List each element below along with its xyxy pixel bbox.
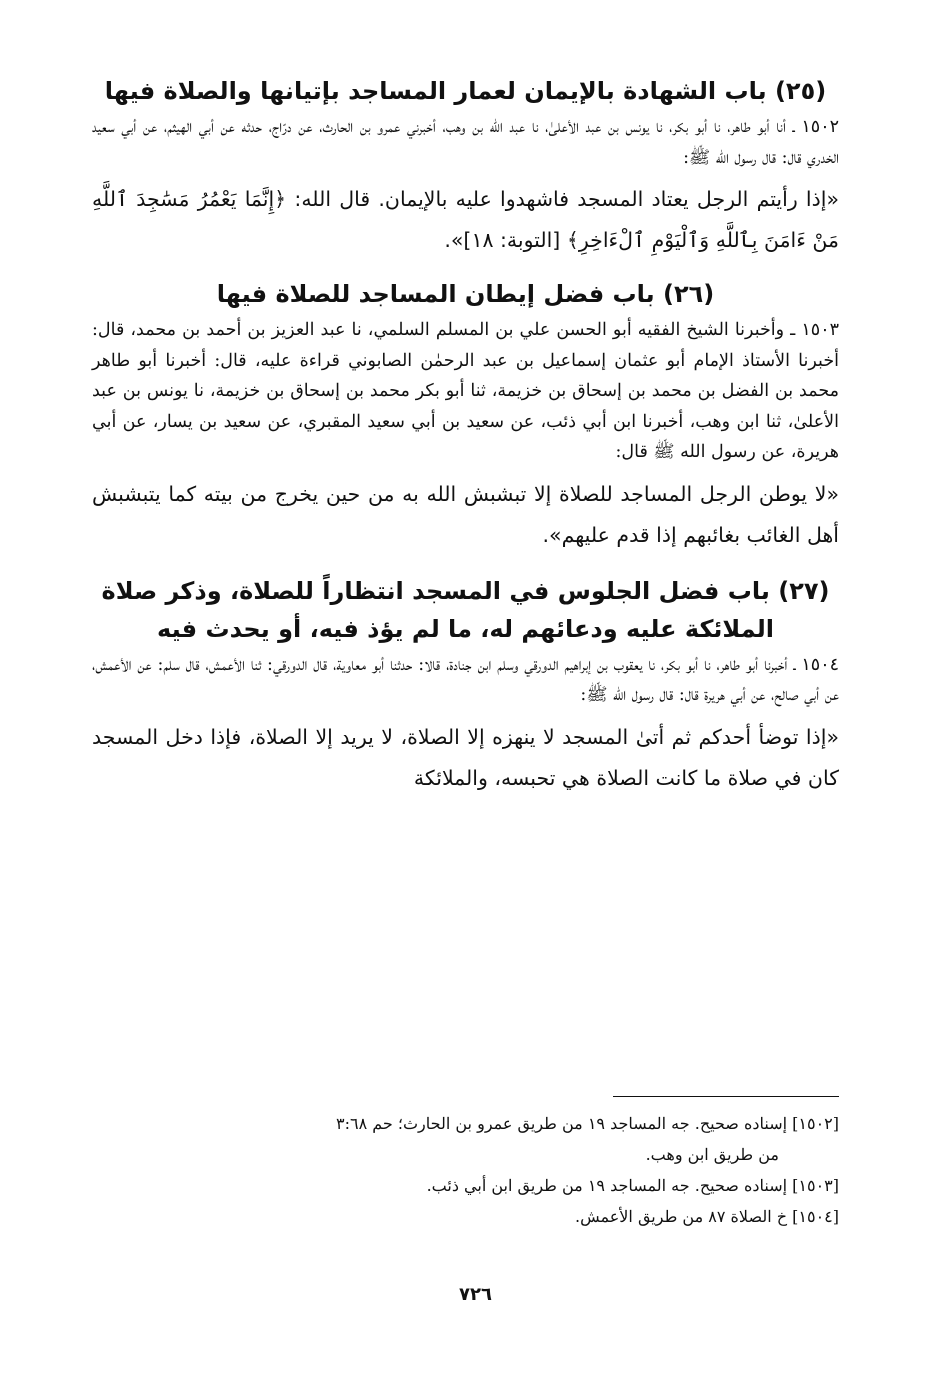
footnote-divider <box>613 1096 839 1097</box>
footnote-1502-continuation: من طريق ابن وهب. <box>645 1145 779 1164</box>
hadith-1502-isnad: ١٥٠٢ ـ أنا أبو طاهر، نا أبو بكر، نا يونس بن عبد الأعلىٰ، نا عبد الله بن وهب، أخبرني عمرو بن الحارث، عن درّاج، حدثه عن أبي الهيثم، عن أبي سعيد الخدري قال: قال رسول الله ﷺ: <box>92 117 839 168</box>
hadith-1504-isnad: ١٥٠٤ ـ أخبرنا أبو طاهر، نا أبو بكر، نا يعقوب بن إبراهيم الدورقي وسلم ابن جنادة، قالا: حدثنا أبو معاوية، قال الدورقي: ثنا الأعمش، قال سلم: عن الأعمش، عن أبي صالح، عن أبي هريرة قال: قال رسول الله ﷺ: <box>92 654 839 705</box>
hadith-1503-isnad: ١٥٠٣ ـ وأخبرنا الشيخ الفقيه أبو الحسن علي بن المسلم السلمي، نا عبد العزيز بن أحمد بن محمد، قال: أخبرنا الأستاذ الإمام أبو عثمان إسماعيل بن عبد الرحمٰن الصابوني قراءة عليه، قال: أخبرنا أبو طاهر محمد بن الفضل بن محمد بن إسحاق بن خزيمة، ثنا أبو بكر محمد بن إسحاق بن خزيمة، نا يونس بن عبد الأعلىٰ، ثنا ابن وهب، أخبرنا ابن أبي ذئب، عن سعيد بن أبي سعيد المقبري، عن سعيد بن يسار، عن أبي هريرة، عن رسول الله ﷺ قال: <box>92 320 839 462</box>
hadith-1504-text: «إذا توضأ أحدكم ثم أتىٰ المسجد لا ينهزه إلا الصلاة، لا يريد إلا الصلاة، فإذا دخل المسجد كان في صلاة ما كانت الصلاة هي تحبسه، والملائكة <box>92 724 839 790</box>
footnotes <box>92 1108 839 1232</box>
section-25-heading: (٢٥) باب الشهادة بالإيمان لعمار المساجد بإتيانها والصلاة فيها <box>104 77 827 105</box>
section-27-heading: (٢٧) باب فضل الجلوس في المسجد انتظاراً للصلاة، وذكر صلاة الملائكة عليه ودعائهم له، ما لم يؤذ فيه، أو يحدث فيه <box>101 576 830 643</box>
section-26-heading: (٢٦) باب فضل إيطان المساجد للصلاة فيها <box>216 280 715 308</box>
footnote-1502: [١٥٠٢] إسناده صحيح. جه المساجد ١٩ من طريق عمرو بن الحارث؛ حم ٣:٦٨ <box>336 1114 839 1133</box>
hadith-1502-text: «إذا رأيتم الرجل يعتاد المسجد فاشهدوا عليه بالإيمان. قال الله: ﴿إِنَّمَا يَعْمُرُ مَسَٰجِدَ ٱللَّهِ مَنْ ءَامَنَ بِٱللَّهِ وَٱلْيَوْمِ ٱلْءَاخِرِ﴾ [التوبة: ١٨]». <box>92 187 839 252</box>
footnote-1503: [١٥٠٣] إسناده صحيح. جه المساجد ١٩ من طريق ابن أبي ذئب. <box>426 1176 839 1195</box>
page-number: ٧٢٦ <box>459 1284 492 1305</box>
footnote-1504: [١٥٠٤] خ الصلاة ٨٧ من طريق الأعمش. <box>575 1207 839 1226</box>
hadith-1503-text: «لا يوطن الرجل المساجد للصلاة إلا تبشبش الله به من حين يخرج من بيته كما يتبشبش أهل الغائب بغائبهم إذا قدم عليهم». <box>92 481 839 547</box>
